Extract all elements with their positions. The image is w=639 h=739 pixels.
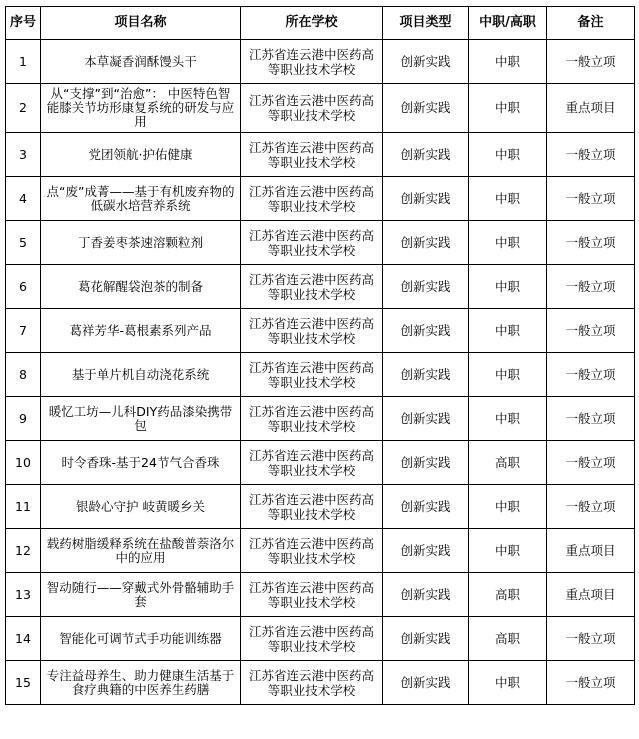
cell-level: 高职 — [469, 441, 547, 485]
cell-type: 创新实践 — [383, 84, 469, 133]
table-body — [6, 40, 635, 705]
cell-type: 创新实践 — [383, 40, 469, 84]
header-remark: 备注 — [547, 7, 635, 40]
cell-project-name: 从“支撑”到“治愈”： 中医特色智能膝关节坊形康复系统的研发与应用 — [41, 84, 241, 133]
cell-project-name: 智能化可调节式手功能训练器 — [41, 617, 241, 661]
cell-school: 江苏省连云港中医药高等职业技术学校 — [241, 485, 383, 529]
cell-level: 中职 — [469, 353, 547, 397]
cell-seq: 8 — [6, 353, 41, 397]
cell-project-name: 专注益母养生、助力健康生活基于食疗典籍的中医养生药膳 — [41, 661, 241, 705]
cell-seq: 13 — [6, 573, 41, 617]
cell-remark: 一般立项 — [547, 617, 635, 661]
cell-remark: 重点项目 — [547, 529, 635, 573]
cell-school: 江苏省连云港中医药高等职业技术学校 — [241, 221, 383, 265]
cell-project-name: 本草凝香润酥馒头干 — [41, 40, 241, 84]
cell-level: 中职 — [469, 84, 547, 133]
cell-remark: 一般立项 — [547, 221, 635, 265]
cell-remark: 重点项目 — [547, 84, 635, 133]
cell-school: 江苏省连云港中医药高等职业技术学校 — [241, 133, 383, 177]
cell-project-name: 载药树脂缓释系统在盐酸普萘洛尔中的应用 — [41, 529, 241, 573]
cell-school: 江苏省连云港中医药高等职业技术学校 — [241, 40, 383, 84]
cell-type: 创新实践 — [383, 265, 469, 309]
cell-level: 中职 — [469, 40, 547, 84]
cell-school: 江苏省连云港中医药高等职业技术学校 — [241, 84, 383, 133]
cell-school: 江苏省连云港中医药高等职业技术学校 — [241, 529, 383, 573]
cell-type: 创新实践 — [383, 617, 469, 661]
cell-school: 江苏省连云港中医药高等职业技术学校 — [241, 573, 383, 617]
cell-type: 创新实践 — [383, 485, 469, 529]
cell-school: 江苏省连云港中医药高等职业技术学校 — [241, 309, 383, 353]
table-row — [6, 397, 635, 441]
cell-project-name: 时令香珠-基于24节气合香珠 — [41, 441, 241, 485]
cell-type: 创新实践 — [383, 177, 469, 221]
cell-remark: 一般立项 — [547, 661, 635, 705]
cell-level: 中职 — [469, 177, 547, 221]
project-table — [5, 6, 635, 705]
table-row — [6, 309, 635, 353]
cell-remark: 重点项目 — [547, 573, 635, 617]
table-row — [6, 441, 635, 485]
cell-remark: 一般立项 — [547, 133, 635, 177]
cell-project-name: 丁香姜枣茶速溶颗粒剂 — [41, 221, 241, 265]
cell-seq: 7 — [6, 309, 41, 353]
cell-seq: 14 — [6, 617, 41, 661]
cell-project-name: 暖忆工坊—儿科DIY药品漆染携带包 — [41, 397, 241, 441]
cell-remark: 一般立项 — [547, 177, 635, 221]
cell-school: 江苏省连云港中医药高等职业技术学校 — [241, 353, 383, 397]
header-name: 项目名称 — [41, 7, 241, 40]
cell-project-name: 基于单片机自动浇花系统 — [41, 353, 241, 397]
header-level: 中职/高职 — [469, 7, 547, 40]
cell-seq: 3 — [6, 133, 41, 177]
cell-school: 江苏省连云港中医药高等职业技术学校 — [241, 661, 383, 705]
cell-remark: 一般立项 — [547, 265, 635, 309]
table-row — [6, 529, 635, 573]
table-row — [6, 265, 635, 309]
cell-level: 中职 — [469, 529, 547, 573]
table-row — [6, 177, 635, 221]
cell-level: 高职 — [469, 617, 547, 661]
table-row — [6, 353, 635, 397]
cell-school: 江苏省连云港中医药高等职业技术学校 — [241, 397, 383, 441]
cell-level: 中职 — [469, 485, 547, 529]
cell-project-name: 党团领航·护佑健康 — [41, 133, 241, 177]
cell-project-name: 银龄心守护 岐黄暖乡关 — [41, 485, 241, 529]
cell-type: 创新实践 — [383, 573, 469, 617]
cell-remark: 一般立项 — [547, 441, 635, 485]
cell-level: 中职 — [469, 133, 547, 177]
table-header-row — [6, 7, 635, 40]
cell-level: 中职 — [469, 661, 547, 705]
table-row — [6, 84, 635, 133]
cell-project-name: 点“废”成菁——基于有机废弃物的低碳水培营养系统 — [41, 177, 241, 221]
cell-type: 创新实践 — [383, 441, 469, 485]
table-row — [6, 133, 635, 177]
cell-type: 创新实践 — [383, 221, 469, 265]
cell-type: 创新实践 — [383, 353, 469, 397]
cell-remark: 一般立项 — [547, 353, 635, 397]
cell-remark: 一般立项 — [547, 397, 635, 441]
cell-seq: 4 — [6, 177, 41, 221]
cell-level: 高职 — [469, 573, 547, 617]
cell-school: 江苏省连云港中医药高等职业技术学校 — [241, 265, 383, 309]
header-school: 所在学校 — [241, 7, 383, 40]
table-row — [6, 573, 635, 617]
cell-seq: 5 — [6, 221, 41, 265]
cell-remark: 一般立项 — [547, 485, 635, 529]
cell-type: 创新实践 — [383, 529, 469, 573]
cell-level: 中职 — [469, 221, 547, 265]
cell-seq: 15 — [6, 661, 41, 705]
cell-seq: 11 — [6, 485, 41, 529]
cell-school: 江苏省连云港中医药高等职业技术学校 — [241, 617, 383, 661]
table-row — [6, 40, 635, 84]
cell-level: 中职 — [469, 309, 547, 353]
cell-project-name: 智动随行——穿戴式外骨骼辅助手套 — [41, 573, 241, 617]
cell-seq: 2 — [6, 84, 41, 133]
cell-seq: 1 — [6, 40, 41, 84]
cell-project-name: 葛祥芳华-葛根素系列产品 — [41, 309, 241, 353]
table-row — [6, 221, 635, 265]
cell-type: 创新实践 — [383, 309, 469, 353]
cell-remark: 一般立项 — [547, 309, 635, 353]
cell-seq: 12 — [6, 529, 41, 573]
table-row — [6, 485, 635, 529]
cell-level: 中职 — [469, 265, 547, 309]
cell-seq: 10 — [6, 441, 41, 485]
cell-school: 江苏省连云港中医药高等职业技术学校 — [241, 441, 383, 485]
cell-remark: 一般立项 — [547, 40, 635, 84]
cell-seq: 9 — [6, 397, 41, 441]
table-row — [6, 617, 635, 661]
cell-school: 江苏省连云港中医药高等职业技术学校 — [241, 177, 383, 221]
cell-seq: 6 — [6, 265, 41, 309]
table-row — [6, 661, 635, 705]
cell-type: 创新实践 — [383, 397, 469, 441]
header-seq: 序号 — [6, 7, 41, 40]
cell-project-name: 葛花解醒袋泡茶的制备 — [41, 265, 241, 309]
cell-level: 中职 — [469, 397, 547, 441]
header-type: 项目类型 — [383, 7, 469, 40]
cell-type: 创新实践 — [383, 133, 469, 177]
cell-type: 创新实践 — [383, 661, 469, 705]
